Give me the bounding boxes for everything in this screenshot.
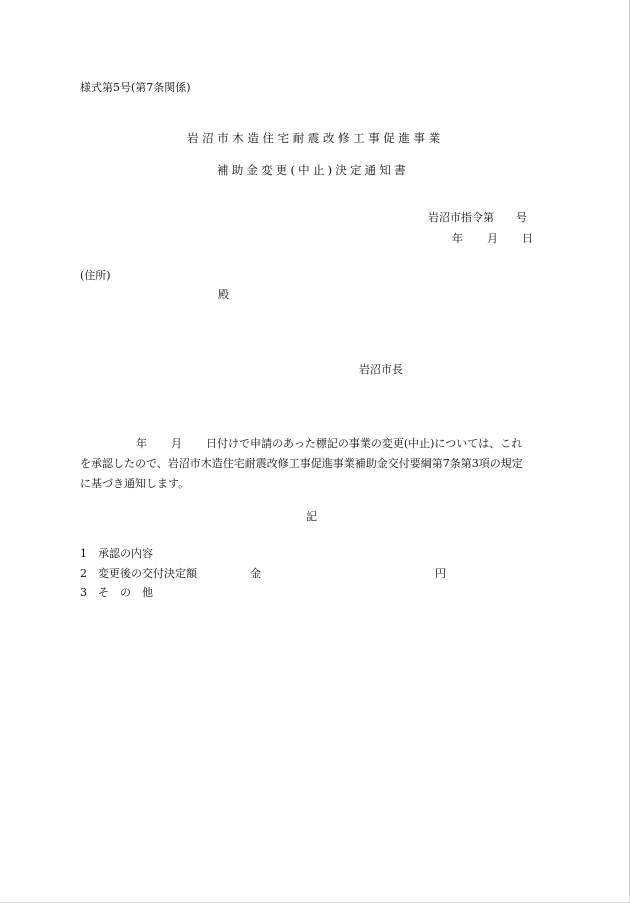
recipient-address-label: (住所)	[80, 269, 111, 282]
date-day-label: 日	[522, 232, 533, 245]
body-month-label: 月	[171, 437, 182, 450]
date-year-label: 年	[452, 232, 463, 245]
notice-body	[80, 434, 552, 494]
ki-heading: 記	[306, 510, 317, 523]
date-month-label: 月	[487, 232, 498, 245]
amount-suffix: 円	[435, 567, 446, 580]
document-title-line1: 岩沼市木造住宅耐震改修工事促進事業	[187, 131, 444, 145]
body-line-2: を承認したので、岩沼市木造住宅耐震改修工事促進事業補助金交付要綱第7条第3項の規定	[80, 457, 523, 470]
body-line-1-text: 日付けで申請のあった標記の事業の変更(中止)については、これ	[206, 437, 523, 450]
document-number: 岩沼市指令第 号	[428, 211, 527, 224]
amount-prefix: 金	[250, 567, 261, 580]
document-title-line2: 補助金変更(中止)決定通知書	[217, 163, 409, 177]
item-approval-content: 1 承認の内容	[80, 547, 153, 560]
body-year-label: 年	[136, 437, 147, 450]
recipient-honorific: 殿	[218, 288, 229, 301]
document-date	[452, 233, 533, 244]
item-other: 3 そ の 他	[80, 586, 153, 599]
item-changed-amount: 2 変更後の交付決定額	[80, 567, 197, 580]
body-line-1	[80, 434, 552, 454]
body-line-3: に基づき通知します。	[80, 477, 190, 490]
issuer-name: 岩沼市長	[359, 363, 403, 376]
form-number: 様式第5号(第7条関係)	[80, 81, 191, 94]
